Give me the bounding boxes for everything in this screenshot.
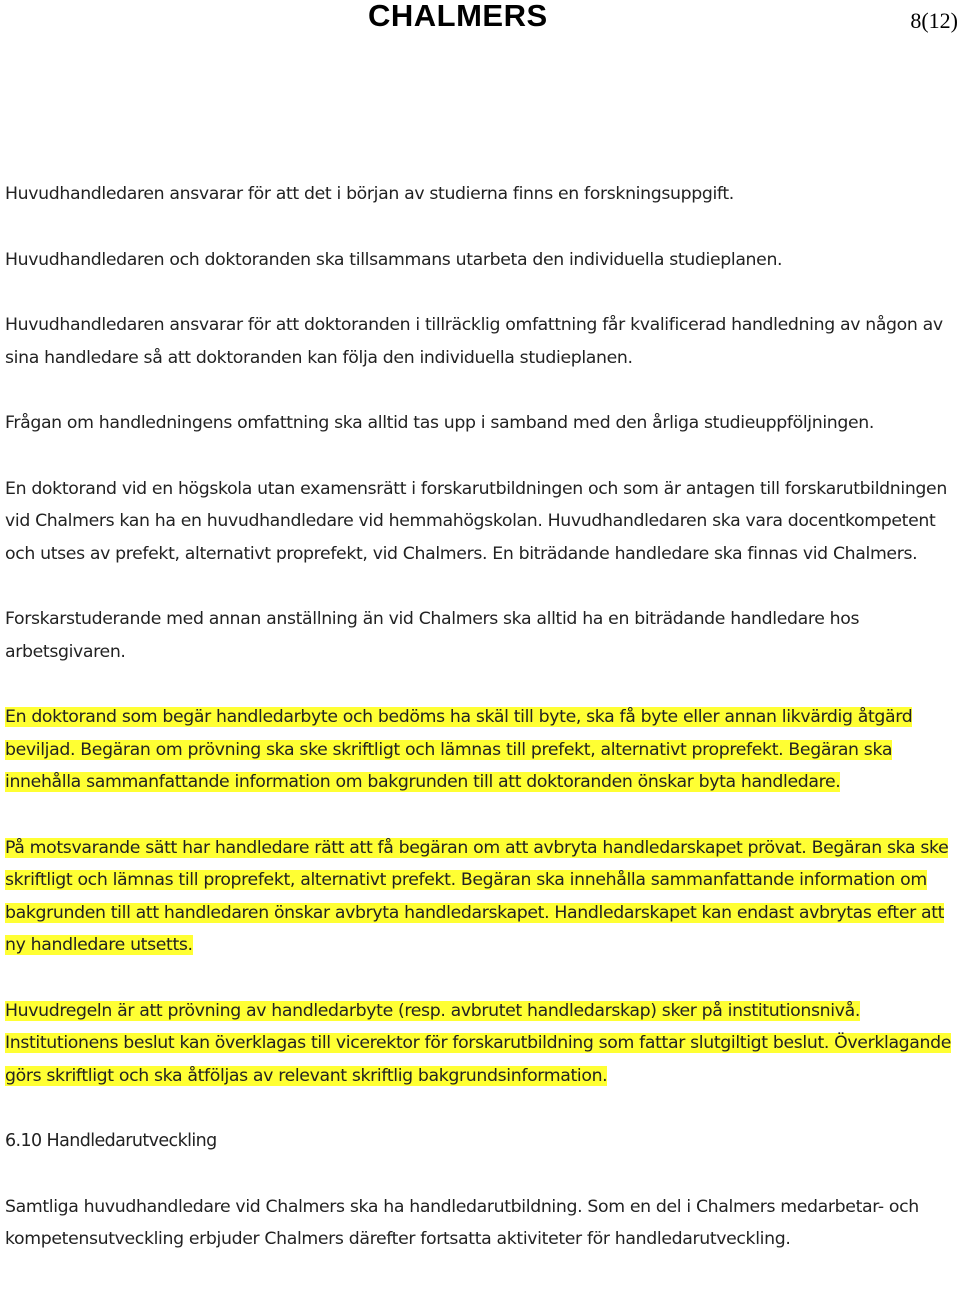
paragraph-other-employment: Forskarstuderande med annan anställning än vid Chalmers ska alltid ha en biträdande handledare hos arbetsgivaren. [5, 609, 860, 662]
paragraph-qualified-supervision: Huvudhandledaren ansvarar för att doktoranden i tillräcklig omfattning får kvalificerad handledning av någon av sina handledare så att doktoranden kan följa den individuella studieplanen. [5, 315, 943, 368]
paragraph-change-supervisor [5, 701, 957, 799]
highlighted-text: Huvudregeln är att prövning av handledarbyte (resp. avbrutet handledarskap) sker på institutionsnivå. Institutionens beslut kan överklagas till vicerektor för forskarutbildning som fattar slutgiltigt beslut. Överklagande görs skriftligt och ska åtföljas av relevant skriftlig bakgrundsinformation. [5, 1000, 952, 1086]
highlighted-text: På motsvarande sätt har handledare rätt att få begäran om att avbryta handledarskapet prövat. Begäran ska ske skriftligt och lämnas till proprefekt, alternativt prefekt. Begäran ska innehålla sammanfattande information om bakgrunden till att handledaren önskar avbryta handledarskapet. Handledarskapet kan endast avbrytas efter att ny handledare utsetts. [5, 837, 949, 955]
page-number: 8(12) [910, 8, 958, 33]
document-body [5, 178, 957, 1289]
section-heading: 6.10 Handledarutveckling [5, 1131, 217, 1151]
page-header [0, 0, 960, 40]
paragraph-appeal-process [5, 995, 957, 1093]
chalmers-logo: CHALMERS [368, 0, 548, 33]
paragraph-terminate-supervision [5, 832, 957, 962]
paragraph-external-university: En doktorand vid en högskola utan examensrätt i forskarutbildningen och som är antagen till forskarutbildningen vid Chalmers kan ha en huvudhandledare vid hemmahögskolan. Huvudhandledaren ska vara docentkompetent och utses av prefekt, alternativt proprefekt, vid Chalmers. En biträdande handledare ska finnas vid Chalmers. [5, 478, 947, 564]
paragraph-supervision-scope: Frågan om handledningens omfattning ska alltid tas upp i samband med den årliga studieuppföljningen. [5, 413, 875, 433]
paragraph-study-plan: Huvudhandledaren och doktoranden ska tillsammans utarbeta den individuella studieplanen. [5, 249, 783, 270]
highlighted-text: En doktorand som begär handledarbyte och bedöms ha skäl till byte, ska få byte eller annan likvärdig åtgärd beviljad. Begäran om prövning ska ske skriftligt och lämnas till prefekt, alternativt proprefekt. Begäran ska innehålla sammanfattande information om bakgrunden till att doktoranden önskar byta handledare. [5, 707, 913, 792]
paragraph-supervisor-development: Samtliga huvudhandledare vid Chalmers ska ha handledarutbildning. Som en del i Chalmers medarbetar- och kompetensutveckling erbjuder Chalmers därefter fortsatta aktiviteter för handledarutveckling. [5, 1196, 919, 1249]
paragraph-research-task: Huvudhandledaren ansvarar för att det i början av studierna finns en forskningsuppgift. [5, 184, 734, 204]
